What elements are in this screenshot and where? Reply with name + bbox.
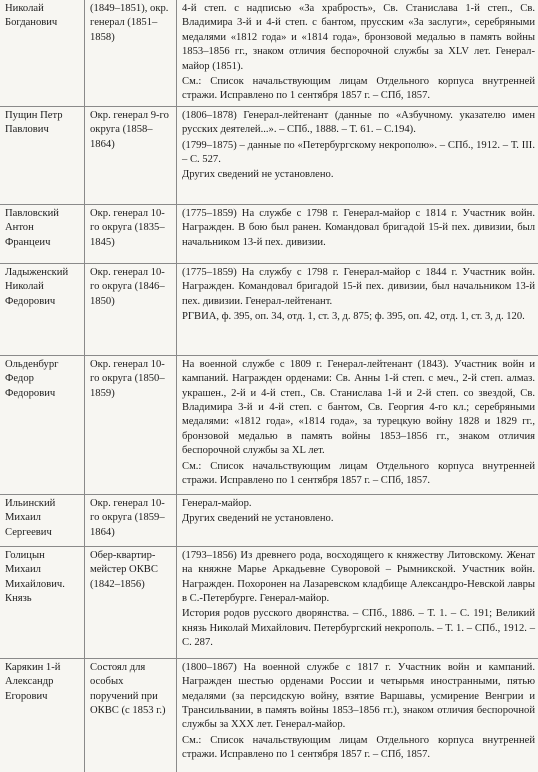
person-position: Обер-квартир-мейстер ОКВС (1842–1856)	[85, 546, 177, 658]
person-name: Карякин 1-й Александр Егорович	[0, 658, 85, 772]
biography-paragraph: Генерал-майор.	[182, 497, 252, 509]
person-biography	[177, 0, 538, 106]
table-row	[0, 204, 538, 263]
person-biography	[177, 106, 538, 204]
person-biography	[177, 204, 538, 263]
person-biography	[177, 263, 538, 355]
biography-paragraph: Других сведений не установлено.	[182, 169, 334, 181]
person-position: (1849–1851), окр. генерал (1851–1858)	[85, 0, 177, 106]
biography-paragraph: См.: Список начальствующим лицам Отдельного корпуса внутренней стражи. Исправлено по 1 сентября 1857 г. – СПб, 1857.	[182, 734, 535, 761]
person-name: Пущин Петр Павлович	[0, 106, 85, 204]
biography-paragraph: См.: Список начальствующим лицам Отдельного корпуса внутренней стражи. Исправлено по 1 сентября 1857 г. – СПб, 1857.	[182, 460, 535, 487]
table-row	[0, 106, 538, 204]
table-row	[0, 494, 538, 546]
table-row	[0, 355, 538, 494]
biography-paragraph: (1799–1875) – данные по «Петербургскому некрополю». – СПб., 1912. – Т. III. – С. 527.	[182, 139, 535, 166]
biography-paragraph: (1775–1859) На службе с 1798 г. Генерал-майор с 1814 г. Участник войн. Награжден. В бою был ранен. Командовал бригадой 15-й пех. дивизии, был начальником 13-й пех. дивизии.	[182, 207, 535, 248]
biography-paragraph: (1800–1867) На военной службе с 1817 г. Участник войн и кампаний. Награжден шестью орденами России и четырьмя иностранными, пятью медалями (за персидскую войну, взятие Варшавы, усмирение Венгрии и Трансильвании, в память войны 1853–1856 гг.), знаком отличия беспорочной службы за XXX лет. Генерал-майор.	[182, 661, 535, 731]
person-biography	[177, 658, 538, 772]
person-position: Окр. генерал 10-го округа (1835–1845)	[85, 204, 177, 263]
person-position: Окр. генерал 9-го округа (1858–1864)	[85, 106, 177, 204]
person-name: Голицын Михаил Михайлович. Князь	[0, 546, 85, 658]
biography-paragraph: См.: Список начальствующим лицам Отдельного корпуса внутренней стражи. Исправлено по 1 сентября 1857 г. – СПб, 1857.	[182, 76, 535, 102]
table-row	[0, 546, 538, 658]
person-name: Ладыженский Николай Федорович	[0, 263, 85, 355]
biography-paragraph: РГВИА, ф. 395, оп. 34, отд. 1, ст. 3, д. 875; ф. 395, оп. 42, отд. 1, ст. 3, д. 120.	[182, 311, 525, 323]
person-position: Окр. генерал 10-го округа (1846–1850)	[85, 263, 177, 355]
biography-paragraph: (1806–1878) Генерал-лейтенант (данные по «Азбучному. указателю имен русских деятелей...». – СПб., 1888. – Т. 61. – С.194).	[182, 109, 535, 136]
person-name: Ольденбург Федор Федорович	[0, 355, 85, 494]
biography-paragraph: (1793–1856) Из древнего рода, восходящего к княжеству Литовскому. Женат на княжне Марье Аркадьевне Суворовой – Рымникской. Участник войн. Награжден. Похоронен на Лазаревском кладбище Александро-Невской лавры в С.-Петербурге. Генерал-майор.	[182, 549, 535, 605]
biography-paragraph: (1775–1859) На службу с 1798 г. Генерал-майор с 1844 г. Участник войн. Награжден. Командовал бригадой 15-й пех. дивизии, был начальником 13-й пех. дивизии. Генерал-лейтенант.	[182, 266, 535, 307]
person-biography	[177, 546, 538, 658]
person-name: Николай Богданович	[0, 0, 85, 106]
table-row	[0, 0, 538, 106]
biography-paragraph: Других сведений не установлено.	[182, 513, 334, 525]
person-position: Окр. генерал 10-го округа (1859–1864)	[85, 494, 177, 546]
person-name: Ильинский Михаил Сергеевич	[0, 494, 85, 546]
biography-paragraph: 4-й степ. с надписью «За храбрость», Св. Станислава 1-й степ., Св. Владимира 3-й и 4-й степ. с бантом, прусским «За заслуги», серебряными медалями «1812 года» и «1814 года», бронзовой медалью в память войны 1853–1856 гг., знаком отличия беспорочной службы за XLV лет. Генерал-майор (1851).	[182, 3, 535, 72]
biography-paragraph: На военной службе с 1809 г. Генерал-лейтенант (1843). Участник войн и кампаний. Награжден орденами: Св. Анны 1-й степ. с меч., 2-й степ. алмаз. украшен., 2-й и 4-й степ., Св. Станислава 1-й и 2-й степ. со звездой, Св. Владимира 3-й и 4-й степ. с бантом, Св. Георгия 4-го кл.; серебряными медалями: «1812 года», «1814 года», за турецкую войну 1828 и 1829 гг., бронзовой медалью в память войны 1853–1856 гг., знаком отличия беспорочной службы за XL лет.	[182, 358, 535, 457]
table-row	[0, 263, 538, 355]
person-position: Окр. генерал 10-го округа (1850–1859)	[85, 355, 177, 494]
biography-paragraph: История родов русского дворянства. – СПб., 1886. – Т. 1. – С. 191; Великий князь Николай Михайлович. Петербургский некрополь. – Т. 1. – СПб., 1912. – С. 287.	[182, 608, 535, 649]
person-biography	[177, 494, 538, 546]
person-biography	[177, 355, 538, 494]
person-name: Павловский Антон Францеич	[0, 204, 85, 263]
person-position: Состоял для особых поручений при ОКВС (с 1853 г.)	[85, 658, 177, 772]
table-row	[0, 658, 538, 772]
